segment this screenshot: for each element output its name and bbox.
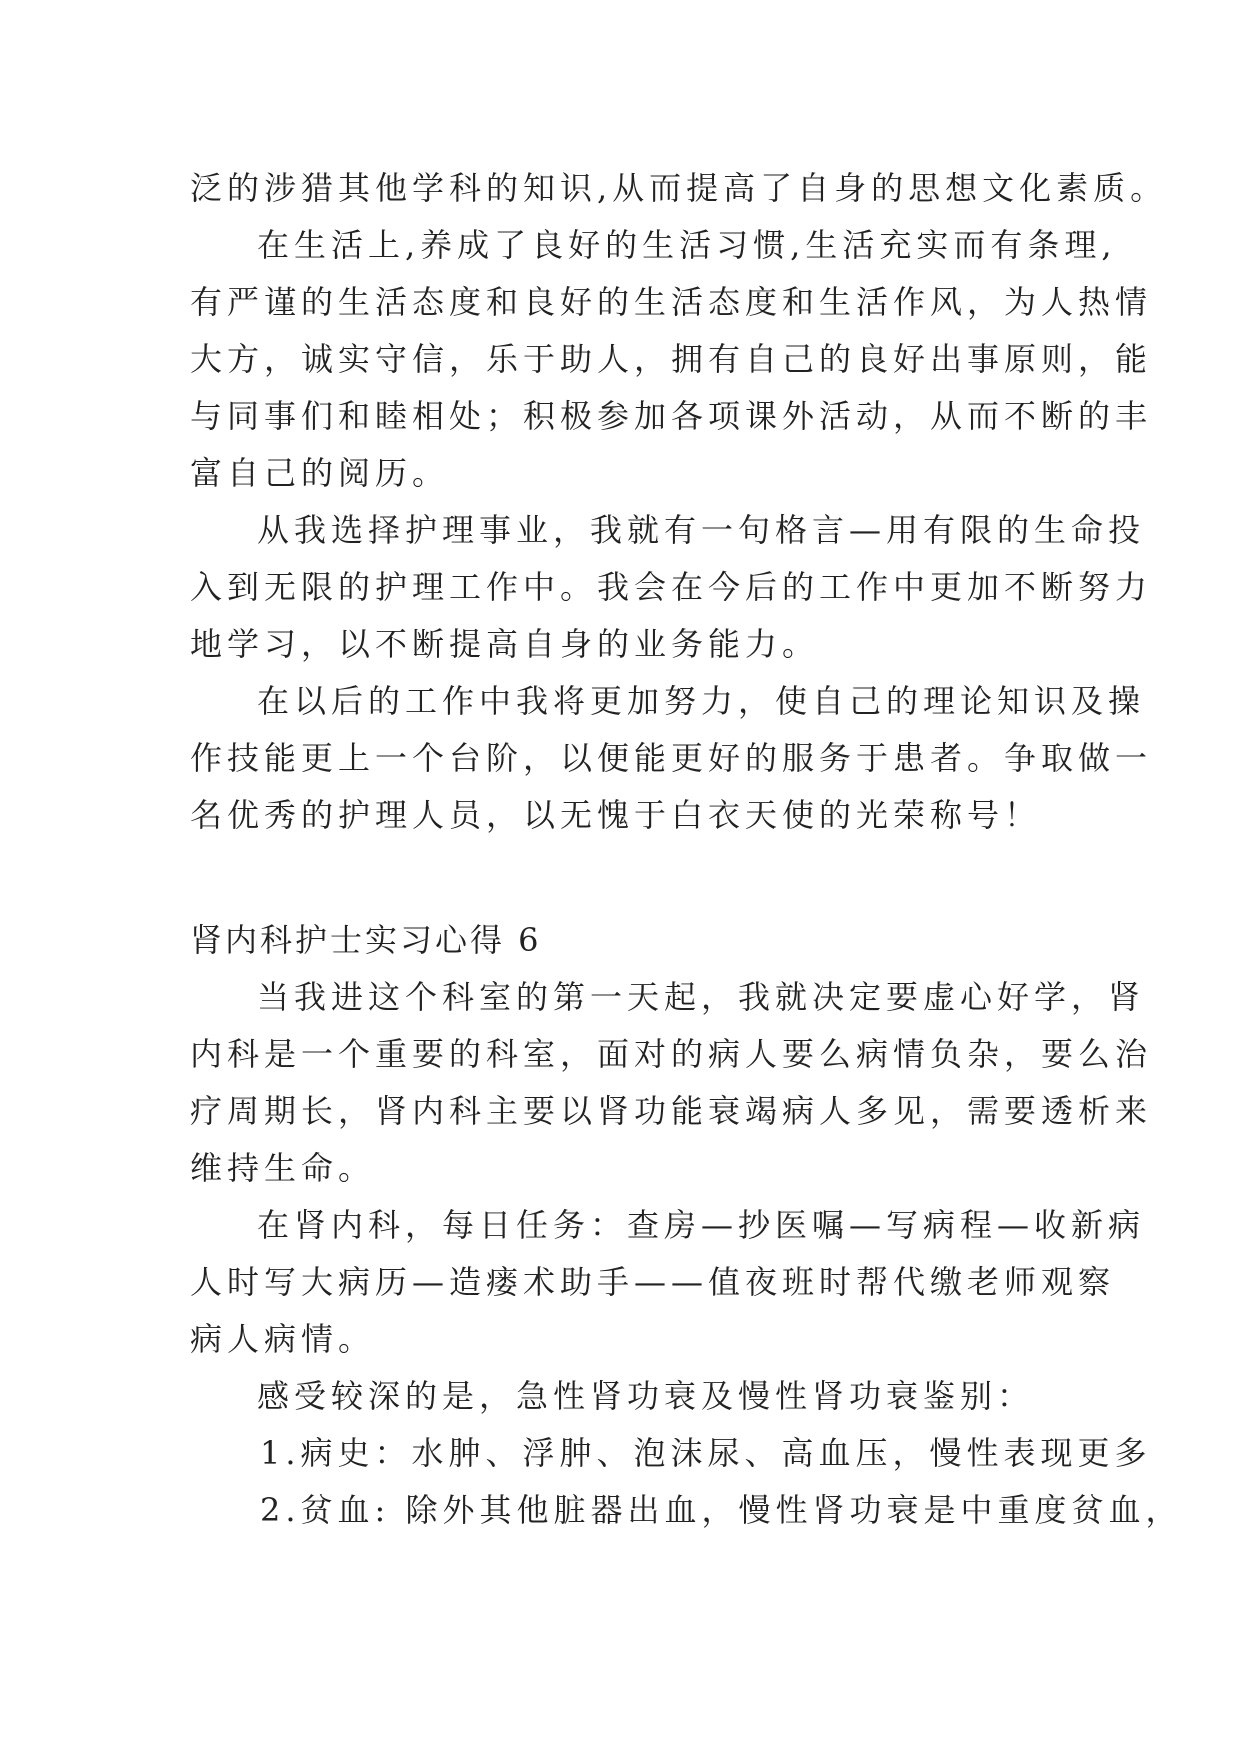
list-item: 2.贫血: 除外其他脏器出血，慢性肾功衰是中重度贫血， bbox=[260, 1491, 1183, 1529]
paragraph-line: 大方，诚实守信，乐于助人，拥有自己的良好出事原则，能 bbox=[190, 340, 1153, 378]
list-item: 1.病史：水肿、浮肿、泡沫尿、高血压，慢性表现更多 bbox=[260, 1434, 1152, 1472]
paragraph-line: 地学习，以不断提高自身的业务能力。 bbox=[190, 625, 820, 663]
paragraph-line: 与同事们和睦相处；积极参加各项课外活动，从而不断的丰 bbox=[190, 397, 1153, 435]
paragraph-line: 有严谨的生活态度和良好的生活态度和生活作风，为人热情 bbox=[190, 283, 1153, 321]
paragraph-line: 感受较深的是，急性肾功衰及慢性肾功衰鉴别： bbox=[257, 1377, 1035, 1415]
paragraph-line: 在以后的工作中我将更加努力，使自己的理论知识及操 bbox=[257, 682, 1146, 720]
paragraph-line: 病人病情。 bbox=[190, 1320, 376, 1358]
section-heading: 肾内科护士实习心得 6 bbox=[190, 921, 542, 959]
paragraph-line: 入到无限的护理工作中。我会在今后的工作中更加不断努力 bbox=[190, 568, 1153, 606]
paragraph-line: 泛的涉猎其他学科的知识,从而提高了自身的思想文化素质。 bbox=[190, 169, 1168, 207]
paragraph-line: 人时写大病历—造瘘术助手——值夜班时帮代缴老师观察 bbox=[190, 1263, 1116, 1301]
paragraph-line: 内科是一个重要的科室，面对的病人要么病情负杂，要么治 bbox=[190, 1035, 1153, 1073]
paragraph-line: 在肾内科，每日任务：查房—抄医嘱—写病程—收新病 bbox=[257, 1206, 1146, 1244]
paragraph-line: 富自己的阅历。 bbox=[190, 454, 450, 492]
paragraph-line: 在生活上,养成了良好的生活习惯,生活充实而有条理, bbox=[257, 226, 1117, 264]
paragraph-line: 疗周期长，肾内科主要以肾功能衰竭病人多见，需要透析来 bbox=[190, 1092, 1153, 1130]
paragraph-line: 作技能更上一个台阶，以便能更好的服务于患者。争取做一 bbox=[190, 739, 1153, 777]
paragraph-line: 名优秀的护理人员，以无愧于白衣天使的光荣称号！ bbox=[190, 796, 1042, 834]
paragraph-line: 维持生命。 bbox=[190, 1149, 376, 1187]
paragraph-line: 当我进这个科室的第一天起，我就决定要虚心好学，肾 bbox=[257, 978, 1146, 1016]
paragraph-line: 从我选择护理事业，我就有一句格言—用有限的生命投 bbox=[257, 511, 1146, 549]
